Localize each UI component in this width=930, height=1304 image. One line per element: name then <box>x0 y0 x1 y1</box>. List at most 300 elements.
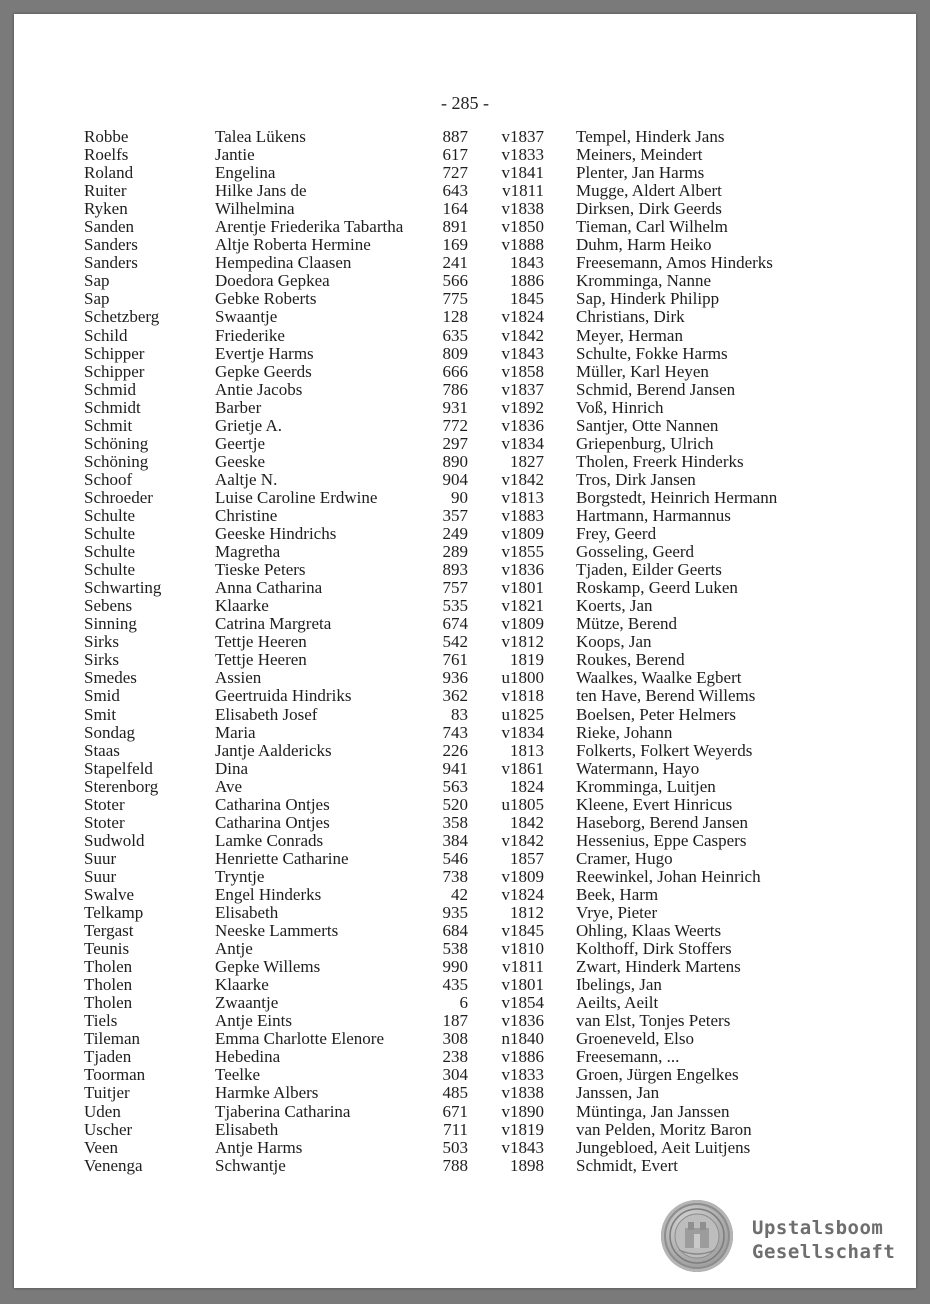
entry-number: 42 <box>451 884 468 904</box>
entry-given-names: Wilhelmina <box>215 199 295 219</box>
entry-spouse: Mütze, Berend <box>576 614 678 634</box>
register-row <box>14 453 916 471</box>
entry-spouse: Gosseling, Geerd <box>576 542 695 562</box>
register-row <box>14 128 916 146</box>
entry-given-names: Assien <box>215 668 262 688</box>
register-row <box>14 922 916 940</box>
entry-date: 1824 <box>510 776 544 796</box>
register-row <box>14 399 916 417</box>
entry-given-names: Altje Roberta Hermine <box>215 235 371 255</box>
entry-number: 6 <box>459 993 468 1013</box>
entry-given-names: Doedora Gepkea <box>215 271 330 291</box>
entry-spouse: Sap, Hinderk Philipp <box>576 289 720 309</box>
register-row <box>14 1084 916 1102</box>
entry-spouse: Tholen, Freerk Hinderks <box>576 451 744 471</box>
register-row <box>14 146 916 164</box>
entry-spouse: Groen, Jürgen Engelkes <box>576 1065 739 1085</box>
entry-spouse: ten Have, Berend Willems <box>576 686 756 706</box>
entry-number: 304 <box>442 1065 468 1085</box>
entry-number: 187 <box>442 1011 468 1031</box>
entry-date: v1890 <box>501 1101 544 1121</box>
entry-surname: Tergast <box>84 921 134 941</box>
entry-spouse: Tieman, Carl Wilhelm <box>576 217 728 237</box>
entry-surname: Smedes <box>84 668 137 688</box>
entry-number: 757 <box>442 578 468 598</box>
entry-number: 674 <box>442 614 468 634</box>
entry-number: 666 <box>442 361 468 381</box>
entry-spouse: Hartmann, Harmannus <box>576 505 731 525</box>
entry-surname: Veen <box>84 1137 118 1157</box>
entry-spouse: Beek, Harm <box>576 884 659 904</box>
entry-given-names: Luise Caroline Erdwine <box>215 487 378 507</box>
entry-number: 786 <box>442 379 468 399</box>
entry-surname: Schöning <box>84 433 149 453</box>
entry-date: 1845 <box>510 289 544 309</box>
entry-date: v1841 <box>501 163 544 183</box>
entry-surname: Tuitjer <box>84 1083 130 1103</box>
entry-number: 738 <box>442 866 468 886</box>
entry-spouse: Santjer, Otte Nannen <box>576 415 719 435</box>
entry-date: u1800 <box>501 668 544 688</box>
register-row <box>14 308 916 326</box>
entry-number: 990 <box>442 957 468 977</box>
entry-surname: Roland <box>84 163 134 183</box>
register-row <box>14 200 916 218</box>
entry-number: 357 <box>442 505 468 525</box>
entry-date: v1819 <box>501 1119 544 1139</box>
entry-given-names: Antje Eints <box>215 1011 292 1031</box>
entry-number: 936 <box>442 668 468 688</box>
register-row <box>14 1066 916 1084</box>
entry-given-names: Grietje A. <box>215 415 283 435</box>
register-row <box>14 435 916 453</box>
entry-date: n1840 <box>501 1029 544 1049</box>
entry-surname: Teunis <box>84 939 130 959</box>
entry-given-names: Geeske <box>215 451 266 471</box>
register-row <box>14 1157 916 1175</box>
entry-surname: Tholen <box>84 975 133 995</box>
entry-given-names: Elisabeth <box>215 1119 279 1139</box>
entry-given-names: Klaarke <box>215 975 269 995</box>
entry-date: v1842 <box>501 325 544 345</box>
entry-date: v1836 <box>501 1011 544 1031</box>
entry-date: v1810 <box>501 939 544 959</box>
entry-number: 542 <box>442 632 468 652</box>
register-row <box>14 579 916 597</box>
entry-surname: Tholen <box>84 993 133 1013</box>
entry-spouse: Freesemann, Amos Hinderks <box>576 253 773 273</box>
entry-surname: Smid <box>84 686 120 706</box>
entry-given-names: Geertje <box>215 433 266 453</box>
entry-spouse: Waalkes, Waalke Egbert <box>576 668 742 688</box>
entry-surname: Sudwold <box>84 830 145 850</box>
register-row <box>14 633 916 651</box>
entry-spouse: Tros, Dirk Jansen <box>576 469 696 489</box>
entry-number: 941 <box>442 758 468 778</box>
entry-given-names: Engelina <box>215 163 276 183</box>
society-name-line2: Gesellschaft <box>752 1241 896 1263</box>
document-page <box>14 14 916 1288</box>
entry-spouse: Jungebloed, Aeit Luitjens <box>576 1137 751 1157</box>
entry-spouse: Kromminga, Nanne <box>576 271 712 291</box>
entry-given-names: Jantje Aaldericks <box>215 740 332 760</box>
entry-surname: Sirks <box>84 632 119 652</box>
entry-date: 1827 <box>510 451 544 471</box>
entry-number: 711 <box>443 1119 468 1139</box>
entry-surname: Schmidt <box>84 397 141 417</box>
register-row <box>14 236 916 254</box>
entry-number: 887 <box>442 127 468 146</box>
entry-given-names: Antje <box>215 939 253 959</box>
register-row <box>14 471 916 489</box>
entry-given-names: Tettje Heeren <box>215 632 307 652</box>
entry-date: v1883 <box>501 505 544 525</box>
entry-surname: Sebens <box>84 596 133 616</box>
entry-date: v1818 <box>501 686 544 706</box>
entry-surname: Roelfs <box>84 145 129 165</box>
entry-spouse: Christians, Dirk <box>576 307 685 327</box>
entry-date: v1801 <box>501 975 544 995</box>
entry-date: 1857 <box>510 848 544 868</box>
entry-date: 1812 <box>510 903 544 923</box>
entry-number: 238 <box>442 1047 468 1067</box>
entry-surname: Sanders <box>84 253 138 273</box>
register-row <box>14 507 916 525</box>
register-row <box>14 651 916 669</box>
entry-date: v1837 <box>501 379 544 399</box>
entry-date: v1813 <box>501 487 544 507</box>
entry-spouse: Frey, Geerd <box>576 524 657 544</box>
entry-spouse: Aeilts, Aeilt <box>576 993 659 1013</box>
entry-given-names: Swaantje <box>215 307 278 327</box>
entry-number: 362 <box>442 686 468 706</box>
entry-given-names: Neeske Lammerts <box>215 921 339 941</box>
entry-spouse: Schmid, Berend Jansen <box>576 379 736 399</box>
entry-spouse: Schulte, Fokke Harms <box>576 343 728 363</box>
register-row <box>14 381 916 399</box>
entry-surname: Sap <box>84 271 110 291</box>
entry-given-names: Christine <box>215 505 278 525</box>
entry-surname: Sanden <box>84 217 135 237</box>
entry-given-names: Catharina Ontjes <box>215 794 330 814</box>
entry-number: 384 <box>442 830 468 850</box>
entry-number: 931 <box>442 397 468 417</box>
entry-date: v1812 <box>501 632 544 652</box>
register-row <box>14 290 916 308</box>
register-row <box>14 164 916 182</box>
register-row <box>14 958 916 976</box>
seal-icon <box>661 1200 733 1272</box>
entry-spouse: Schmidt, Evert <box>576 1155 678 1175</box>
entry-spouse: Müntinga, Jan Janssen <box>576 1101 730 1121</box>
entry-surname: Tjaden <box>84 1047 132 1067</box>
register-row <box>14 254 916 272</box>
entry-surname: Staas <box>84 740 120 760</box>
entry-given-names: Emma Charlotte Elenore <box>215 1029 384 1049</box>
entry-spouse: Tempel, Hinderk Jans <box>576 127 725 146</box>
entry-given-names: Maria <box>215 722 256 742</box>
society-seal-logo <box>661 1200 733 1272</box>
entry-given-names: Hebedina <box>215 1047 281 1067</box>
entry-date: 1813 <box>510 740 544 760</box>
entry-number: 164 <box>442 199 468 219</box>
entry-surname: Schild <box>84 325 128 345</box>
entry-date: u1825 <box>501 704 544 724</box>
entry-surname: Stapelfeld <box>84 758 153 778</box>
entry-number: 308 <box>442 1029 468 1049</box>
entry-spouse: Kromminga, Luitjen <box>576 776 716 796</box>
entry-date: v1811 <box>502 957 544 977</box>
entry-number: 617 <box>442 145 468 165</box>
entry-surname: Tileman <box>84 1029 141 1049</box>
entry-number: 546 <box>442 848 468 868</box>
entry-date: v1809 <box>501 614 544 634</box>
entry-given-names: Elisabeth Josef <box>215 704 318 724</box>
entry-surname: Schulte <box>84 542 135 562</box>
register-row <box>14 904 916 922</box>
entry-surname: Ryken <box>84 199 128 219</box>
entry-given-names: Geeske Hindrichs <box>215 524 337 544</box>
entry-spouse: Roukes, Berend <box>576 650 685 670</box>
entry-number: 893 <box>442 560 468 580</box>
entry-spouse: Plenter, Jan Harms <box>576 163 705 183</box>
entry-given-names: Ave <box>215 776 243 796</box>
entry-number: 503 <box>442 1137 468 1157</box>
entry-surname: Schoof <box>84 469 133 489</box>
entry-spouse: Reewinkel, Johan Heinrich <box>576 866 761 886</box>
register-row <box>14 796 916 814</box>
entry-number: 788 <box>442 1155 468 1175</box>
entry-date: v1842 <box>501 830 544 850</box>
entry-surname: Sinning <box>84 614 137 634</box>
entry-date: u1805 <box>501 794 544 814</box>
entry-date: 1842 <box>510 812 544 832</box>
entry-date: v1837 <box>501 127 544 146</box>
register-row <box>14 850 916 868</box>
entry-surname: Schulte <box>84 560 135 580</box>
entry-given-names: Aaltje N. <box>215 469 278 489</box>
entry-surname: Schetzberg <box>84 307 160 327</box>
entry-number: 289 <box>442 542 468 562</box>
entry-spouse: Koerts, Jan <box>576 596 653 616</box>
entry-number: 891 <box>442 217 468 237</box>
register-row <box>14 1012 916 1030</box>
register-row <box>14 525 916 543</box>
entry-surname: Schwarting <box>84 578 162 598</box>
entry-date: v1801 <box>501 578 544 598</box>
entry-given-names: Antie Jacobs <box>215 379 303 399</box>
entry-spouse: Voß, Hinrich <box>576 397 664 417</box>
entry-number: 249 <box>442 524 468 544</box>
entry-surname: Stoter <box>84 794 125 814</box>
register-row <box>14 1139 916 1157</box>
entry-date: v1833 <box>501 145 544 165</box>
entry-number: 684 <box>442 921 468 941</box>
entry-number: 563 <box>442 776 468 796</box>
entry-date: v1809 <box>501 866 544 886</box>
entry-number: 169 <box>442 235 468 255</box>
entry-given-names: Geertruida Hindriks <box>215 686 352 706</box>
entry-surname: Sondag <box>84 722 135 742</box>
entry-surname: Tholen <box>84 957 133 977</box>
register-row <box>14 218 916 236</box>
entry-given-names: Hilke Jans de <box>215 181 307 201</box>
entry-given-names: Klaarke <box>215 596 269 616</box>
entry-surname: Sterenborg <box>84 776 159 796</box>
entry-surname: Telkamp <box>84 903 144 923</box>
entry-date: v1836 <box>501 560 544 580</box>
entry-number: 643 <box>442 181 468 201</box>
register-row <box>14 182 916 200</box>
entry-given-names: Tieske Peters <box>215 560 306 580</box>
entry-date: 1843 <box>510 253 544 273</box>
entry-date: v1834 <box>501 722 544 742</box>
entry-spouse: Cramer, Hugo <box>576 848 673 868</box>
page-number: - 285 - <box>441 93 489 113</box>
entry-surname: Stoter <box>84 812 125 832</box>
entry-spouse: Rieke, Johann <box>576 722 673 742</box>
entry-date: v1854 <box>501 993 544 1013</box>
entry-spouse: Hessenius, Eppe Caspers <box>576 830 747 850</box>
register-row <box>14 760 916 778</box>
entry-surname: Sanders <box>84 235 138 255</box>
register-row <box>14 417 916 435</box>
entry-number: 535 <box>442 596 468 616</box>
register-row <box>14 814 916 832</box>
entry-spouse: Haseborg, Berend Jansen <box>576 812 749 832</box>
register-row <box>14 363 916 381</box>
entry-surname: Schulte <box>84 524 135 544</box>
entry-date: v1834 <box>501 433 544 453</box>
register-row <box>14 687 916 705</box>
entry-number: 435 <box>442 975 468 995</box>
entry-spouse: Duhm, Harm Heiko <box>576 235 712 255</box>
entry-date: v1838 <box>501 1083 544 1103</box>
entry-date: v1843 <box>501 343 544 363</box>
entry-date: v1845 <box>501 921 544 941</box>
entry-date: 1898 <box>510 1155 544 1175</box>
entry-number: 635 <box>442 325 468 345</box>
entry-number: 935 <box>442 903 468 923</box>
entry-spouse: van Elst, Tonjes Peters <box>576 1011 731 1031</box>
entry-spouse: Kleene, Evert Hinricus <box>576 794 733 814</box>
entry-date: v1843 <box>501 1137 544 1157</box>
entry-given-names: Talea Lükens <box>215 127 306 146</box>
entry-spouse: Meyer, Herman <box>576 325 683 345</box>
entry-given-names: Gebke Roberts <box>215 289 317 309</box>
entry-number: 128 <box>442 307 468 327</box>
entry-spouse: Koops, Jan <box>576 632 652 652</box>
entry-date: 1819 <box>510 650 544 670</box>
entry-date: v1861 <box>501 758 544 778</box>
entry-number: 83 <box>451 704 468 724</box>
entry-given-names: Gepke Geerds <box>215 361 312 381</box>
entry-spouse: Zwart, Hinderk Martens <box>576 957 741 977</box>
entry-date: v1855 <box>501 542 544 562</box>
entry-given-names: Elisabeth <box>215 903 279 923</box>
entry-surname: Schipper <box>84 361 145 381</box>
entry-number: 671 <box>442 1101 468 1121</box>
entry-number: 538 <box>442 939 468 959</box>
entry-surname: Schipper <box>84 343 145 363</box>
entry-surname: Robbe <box>84 127 129 146</box>
entry-number: 90 <box>451 487 468 507</box>
entry-spouse: Borgstedt, Heinrich Hermann <box>576 487 778 507</box>
entry-spouse: Mugge, Aldert Albert <box>576 181 722 201</box>
entry-surname: Schroeder <box>84 487 153 507</box>
register-row <box>14 561 916 579</box>
entry-surname: Uscher <box>84 1119 133 1139</box>
entry-surname: Ruiter <box>84 181 127 201</box>
register-row <box>14 868 916 886</box>
register-row <box>14 1121 916 1139</box>
society-name <box>752 1216 895 1264</box>
entry-number: 904 <box>442 469 468 489</box>
register-row <box>14 1030 916 1048</box>
register-list <box>14 128 916 1175</box>
entry-date: v1811 <box>502 181 544 201</box>
entry-surname: Schöning <box>84 451 149 471</box>
entry-number: 809 <box>442 343 468 363</box>
entry-number: 727 <box>442 163 468 183</box>
entry-date: v1836 <box>501 415 544 435</box>
entry-date: v1809 <box>501 524 544 544</box>
entry-spouse: Freesemann, ... <box>576 1047 680 1067</box>
entry-given-names: Evertje Harms <box>215 343 314 363</box>
entry-spouse: Janssen, Jan <box>576 1083 660 1103</box>
entry-surname: Sap <box>84 289 110 309</box>
entry-date: v1838 <box>501 199 544 219</box>
entry-date: v1892 <box>501 397 544 417</box>
register-row <box>14 976 916 994</box>
register-row <box>14 742 916 760</box>
entry-given-names: Jantie <box>215 145 255 165</box>
entry-surname: Swalve <box>84 884 135 904</box>
entry-given-names: Barber <box>215 397 262 417</box>
entry-given-names: Tettje Heeren <box>215 650 307 670</box>
entry-given-names: Dina <box>215 758 249 778</box>
entry-surname: Schmid <box>84 379 136 399</box>
entry-spouse: Folkerts, Folkert Weyerds <box>576 740 753 760</box>
entry-spouse: Roskamp, Geerd Luken <box>576 578 738 598</box>
entry-surname: Suur <box>84 866 117 886</box>
register-row <box>14 994 916 1012</box>
entry-date: v1821 <box>501 596 544 616</box>
entry-number: 772 <box>442 415 468 435</box>
entry-surname: Tiels <box>84 1011 118 1031</box>
entry-given-names: Engel Hinderks <box>215 884 322 904</box>
entry-date: v1886 <box>501 1047 544 1067</box>
entry-date: v1858 <box>501 361 544 381</box>
entry-number: 358 <box>442 812 468 832</box>
register-row <box>14 669 916 687</box>
entry-date: v1888 <box>501 235 544 255</box>
register-row <box>14 940 916 958</box>
entry-spouse: Vrye, Pieter <box>576 903 658 923</box>
register-row <box>14 1048 916 1066</box>
entry-given-names: Catrina Margreta <box>215 614 332 634</box>
register-row <box>14 615 916 633</box>
register-row <box>14 489 916 507</box>
entry-spouse: Groeneveld, Elso <box>576 1029 695 1049</box>
entry-given-names: Magretha <box>215 542 281 562</box>
register-row <box>14 327 916 345</box>
entry-spouse: Kolthoff, Dirk Stoffers <box>576 939 732 959</box>
society-name-line1: Upstalsboom <box>752 1217 884 1239</box>
entry-surname: Schmit <box>84 415 133 435</box>
entry-number: 226 <box>442 740 468 760</box>
entry-given-names: Tjaberina Catharina <box>215 1101 351 1121</box>
